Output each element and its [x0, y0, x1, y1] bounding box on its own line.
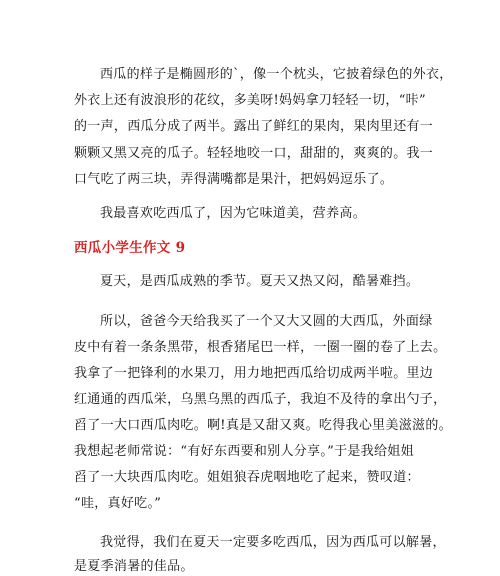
paragraph-1-line-5: 口气吃了两三块，弄得满嘴都是果汁，把妈妈逗乐了。: [74, 172, 394, 187]
paragraph-4-line-8: “哇，真好吃。”: [74, 496, 162, 511]
paragraph-2-line-1: 我最喜欢吃西瓜了，因为它味道美，营养高。: [100, 206, 367, 221]
paragraph-4-line-2: 皮中有着一条条黑带，根香猪尾巴一样，一圈一圈的卷了上去。: [74, 340, 447, 355]
paragraph-4-line-1: 所以，爸爸今天给我买了一个又大又圆的大西瓜，外面绿: [100, 314, 433, 329]
section-heading: 西瓜小学生作文 9: [74, 240, 186, 256]
paragraph-5-line-2: 是夏季消暑的佳品。: [74, 559, 194, 574]
paragraph-1-line-1: 西瓜的样子是椭圆形的`，像一个枕头，它披着绿色的外衣，: [100, 67, 453, 82]
paragraph-1-line-2: 外衣上还有波浪形的花纹，多美呀!妈妈拿刀轻轻一切，“咔”: [74, 93, 426, 108]
paragraph-4-line-4: 红通通的西瓜栄，乌黑乌黑的西瓜子，我迫不及待的拿出勺子，: [74, 392, 447, 407]
paragraph-5-line-1: 我觉得，我们在夏天一定要多吃西瓜，因为西瓜可以解暑，: [100, 535, 446, 550]
paragraph-4-line-5: 舀了一大口西瓜肉吃。啊!真是又甜又爽。吃得我心里美滋滋的。: [74, 418, 452, 433]
paragraph-1-line-4: 颗颗又黑又亮的瓜子。轻轻地咬一口，甜甜的，爽爽的。我一: [74, 146, 434, 161]
paragraph-4-line-6: 我想起老师常说：“有好东西要和别人分享。”于是我给姐姐: [74, 444, 414, 459]
paragraph-1-line-3: 的一声，西瓜分成了两半。露出了鲜红的果肉，果肉里还有一: [74, 119, 434, 134]
paragraph-3-line-1: 夏天，是西瓜成熟的季节。夏天又热又闷，酷暑难挡。: [100, 274, 420, 289]
paragraph-4-line-3: 我拿了一把锋利的水果刀，用力地把西瓜给切成两半啦。里边: [74, 366, 434, 381]
paragraph-4-line-7: 舀了一大块西瓜肉吃。姐姐狼吞虎咽地吃了起来，赞叹道：: [74, 470, 420, 485]
